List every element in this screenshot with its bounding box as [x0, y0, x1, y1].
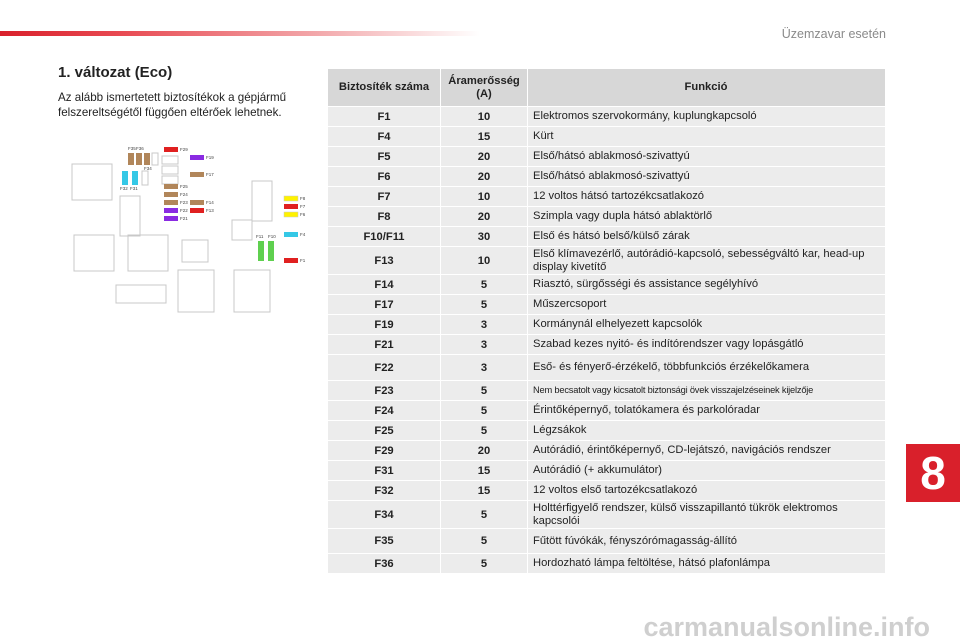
fuse-F23 — [164, 200, 178, 205]
fuse-F36 — [136, 153, 142, 165]
fuse-F4 — [284, 232, 298, 237]
fuse-number-cell: F19 — [328, 315, 441, 335]
fuse-number-cell: F5 — [328, 147, 441, 167]
table-row — [328, 421, 885, 441]
function-cell: Szabad kezes nyitó- és indítórendszer vagy lopásgátló — [528, 335, 886, 355]
fuse-table — [328, 68, 885, 574]
fuse-number-cell: F29 — [328, 441, 441, 461]
fuse-number-cell: F6 — [328, 167, 441, 187]
fuse-F19 — [190, 155, 204, 160]
diagram-block — [252, 181, 272, 221]
table-row — [328, 295, 885, 315]
function-cell: Elektromos szervokormány, kuplungkapcsoló — [528, 107, 886, 127]
fuse-slot — [152, 153, 158, 165]
fuse-number-cell: F31 — [328, 461, 441, 481]
table-row — [328, 335, 885, 355]
diagram-block — [72, 164, 112, 200]
function-cell: 12 voltos hátsó tartozékcsatlakozó — [528, 187, 886, 207]
diagram-label: F21 — [180, 216, 188, 221]
fuse-F25 — [164, 184, 178, 189]
diagram-block — [182, 240, 208, 262]
diagram-label: F19 — [206, 155, 214, 160]
function-cell: Nem becsatolt vagy kicsatolt biztonsági övek visszajelzéseinek kijelzője — [528, 381, 886, 401]
function-cell: Légzsákok — [528, 421, 886, 441]
fuse-F29 — [164, 147, 178, 152]
amperage-cell: 20 — [441, 207, 528, 227]
diagram-outline-blocks — [72, 156, 272, 312]
diagram-label: F1 — [300, 258, 306, 263]
fuse-F14 — [190, 200, 204, 205]
fuse-number-cell: F14 — [328, 275, 441, 295]
fuse-number-cell: F13 — [328, 247, 441, 275]
function-cell: Autórádió (+ akkumulátor) — [528, 461, 886, 481]
fuse-F32 — [122, 171, 128, 185]
table-row — [328, 501, 885, 529]
section-header: Üzemzavar esetén — [781, 27, 886, 41]
fuse-F8 — [284, 196, 298, 201]
fuse-number-cell: F4 — [328, 127, 441, 147]
function-cell: Érintőképernyő, tolatókamera és parkolóradar — [528, 401, 886, 421]
diagram-block — [162, 176, 178, 184]
diagram-label: F34 — [144, 166, 152, 171]
table-row — [328, 481, 885, 501]
amperage-cell: 15 — [441, 481, 528, 501]
table-row — [328, 401, 885, 421]
chapter-number-tab: 8 — [906, 444, 960, 502]
amperage-cell: 5 — [441, 275, 528, 295]
page-title: 1. változat (Eco) — [58, 64, 173, 81]
fuse-F34 — [144, 153, 150, 165]
diagram-label: F6 — [300, 212, 306, 217]
function-cell: Műszercsoport — [528, 295, 886, 315]
diagram-label: F23 — [180, 200, 188, 205]
table-row — [328, 315, 885, 335]
column-header-fuse: Biztosíték száma — [328, 69, 441, 107]
amperage-cell: 5 — [441, 295, 528, 315]
watermark: carmanualsonline.info — [643, 612, 930, 642]
function-cell: Hordozható lámpa feltöltése, hátsó plafonlámpa — [528, 554, 886, 574]
amperage-cell: 10 — [441, 187, 528, 207]
diagram-label: F11 — [256, 234, 264, 239]
diagram-block — [232, 220, 252, 240]
fuse-number-cell: F24 — [328, 401, 441, 421]
function-cell: Riasztó, sürgősségi és assistance segélyhívó — [528, 275, 886, 295]
function-cell: Első klímavezérlő, autórádió-kapcsoló, sebességváltó kar, head-up display kivetítő — [528, 247, 886, 275]
table-row — [328, 355, 885, 381]
fuse-F17 — [190, 172, 204, 177]
function-cell: 12 voltos első tartozékcsatlakozó — [528, 481, 886, 501]
function-cell: Szimpla vagy dupla hátsó ablaktörlő — [528, 207, 886, 227]
table-row — [328, 207, 885, 227]
fuse-number-cell: F22 — [328, 355, 441, 381]
diagram-label: F35 — [128, 146, 136, 151]
function-cell: Első/hátsó ablakmosó-szivattyú — [528, 167, 886, 187]
fuse-slot — [142, 171, 148, 185]
function-cell: Holttérfigyelő rendszer, külső visszapillantó tükrök elektromos kapcsolói — [528, 501, 886, 529]
amperage-cell: 5 — [441, 421, 528, 441]
table-row — [328, 127, 885, 147]
column-header-amperage: Áramerősség (A) — [441, 69, 528, 107]
fuse-number-cell: F10/F11 — [328, 227, 441, 247]
fuse-number-cell: F17 — [328, 295, 441, 315]
table-row — [328, 381, 885, 401]
fuse-number-cell: F21 — [328, 335, 441, 355]
diagram-label: F32 — [120, 186, 128, 191]
diagram-label: F24 — [180, 192, 188, 197]
function-cell: Kormánynál elhelyezett kapcsolók — [528, 315, 886, 335]
fuse-F13 — [190, 208, 204, 213]
amperage-cell: 20 — [441, 147, 528, 167]
amperage-cell: 5 — [441, 501, 528, 529]
amperage-cell: 3 — [441, 335, 528, 355]
amperage-cell: 15 — [441, 127, 528, 147]
fuse-number-cell: F32 — [328, 481, 441, 501]
diagram-block — [120, 196, 140, 236]
amperage-cell: 5 — [441, 401, 528, 421]
fuse-F11 — [258, 241, 264, 261]
function-cell: Kürt — [528, 127, 886, 147]
table-row — [328, 275, 885, 295]
table-row — [328, 107, 885, 127]
fuse-number-cell: F25 — [328, 421, 441, 441]
diagram-label: F31 — [130, 186, 138, 191]
fuse-F21 — [164, 216, 178, 221]
table-row — [328, 441, 885, 461]
amperage-cell: 3 — [441, 355, 528, 381]
diagram-label: F22 — [180, 208, 188, 213]
function-cell: Első és hátsó belső/külső zárak — [528, 227, 886, 247]
table-row — [328, 227, 885, 247]
diagram-label: F7 — [300, 204, 306, 209]
fuse-number-cell: F1 — [328, 107, 441, 127]
fuse-F7 — [284, 204, 298, 209]
amperage-cell: 30 — [441, 227, 528, 247]
amperage-cell: 5 — [441, 554, 528, 574]
diagram-block — [162, 156, 178, 164]
diagram-label: F36 — [136, 146, 144, 151]
table-row — [328, 167, 885, 187]
column-header-function: Funkció — [528, 69, 886, 107]
intro-text: Az alább ismertetett biztosítékok a gépjármű felszereltségétől függően eltérőek lehetnek. — [58, 91, 287, 119]
diagram-block — [74, 235, 114, 271]
diagram-block — [128, 235, 168, 271]
fuse-number-cell: F7 — [328, 187, 441, 207]
amperage-cell: 3 — [441, 315, 528, 335]
amperage-cell: 5 — [441, 529, 528, 554]
fuse-number-cell: F34 — [328, 501, 441, 529]
diagram-label: F13 — [206, 208, 214, 213]
fuse-F22 — [164, 208, 178, 213]
amperage-cell: 10 — [441, 107, 528, 127]
header-accent-bar — [0, 31, 480, 36]
table-row — [328, 147, 885, 167]
function-cell: Eső- és fényerő-érzékelő, többfunkciós érzékelőkamera — [528, 355, 886, 381]
amperage-cell: 15 — [441, 461, 528, 481]
diagram-label: F29 — [180, 147, 188, 152]
fuse-number-cell: F36 — [328, 554, 441, 574]
function-cell: Első/hátsó ablakmosó-szivattyú — [528, 147, 886, 167]
fuse-F6 — [284, 212, 298, 217]
diagram-label: F4 — [300, 232, 306, 237]
table-row — [328, 461, 885, 481]
fuse-F1 — [284, 258, 298, 263]
diagram-block — [178, 270, 214, 312]
fuse-F10 — [268, 241, 274, 261]
diagram-block — [116, 285, 166, 303]
fuse-box-diagram — [62, 138, 312, 318]
table-row — [328, 529, 885, 554]
diagram-label: F8 — [300, 196, 306, 201]
amperage-cell: 20 — [441, 441, 528, 461]
amperage-cell: 10 — [441, 247, 528, 275]
table-row — [328, 187, 885, 207]
amperage-cell: 20 — [441, 167, 528, 187]
table-row — [328, 247, 885, 275]
diagram-label: F25 — [180, 184, 188, 189]
fuse-F24 — [164, 192, 178, 197]
table-row — [328, 554, 885, 574]
function-cell: Fűtött fúvókák, fényszórómagasság-állító — [528, 529, 886, 554]
diagram-label: F17 — [206, 172, 214, 177]
fuse-F31 — [132, 171, 138, 185]
fuse-F35 — [128, 153, 134, 165]
fuse-number-cell: F35 — [328, 529, 441, 554]
fuse-number-cell: F23 — [328, 381, 441, 401]
amperage-cell: 5 — [441, 381, 528, 401]
diagram-block — [234, 270, 270, 312]
diagram-label: F10 — [268, 234, 276, 239]
diagram-block — [162, 166, 178, 174]
diagram-label: F14 — [206, 200, 214, 205]
fuse-number-cell: F8 — [328, 207, 441, 227]
function-cell: Autórádió, érintőképernyő, CD-lejátszó, navigációs rendszer — [528, 441, 886, 461]
